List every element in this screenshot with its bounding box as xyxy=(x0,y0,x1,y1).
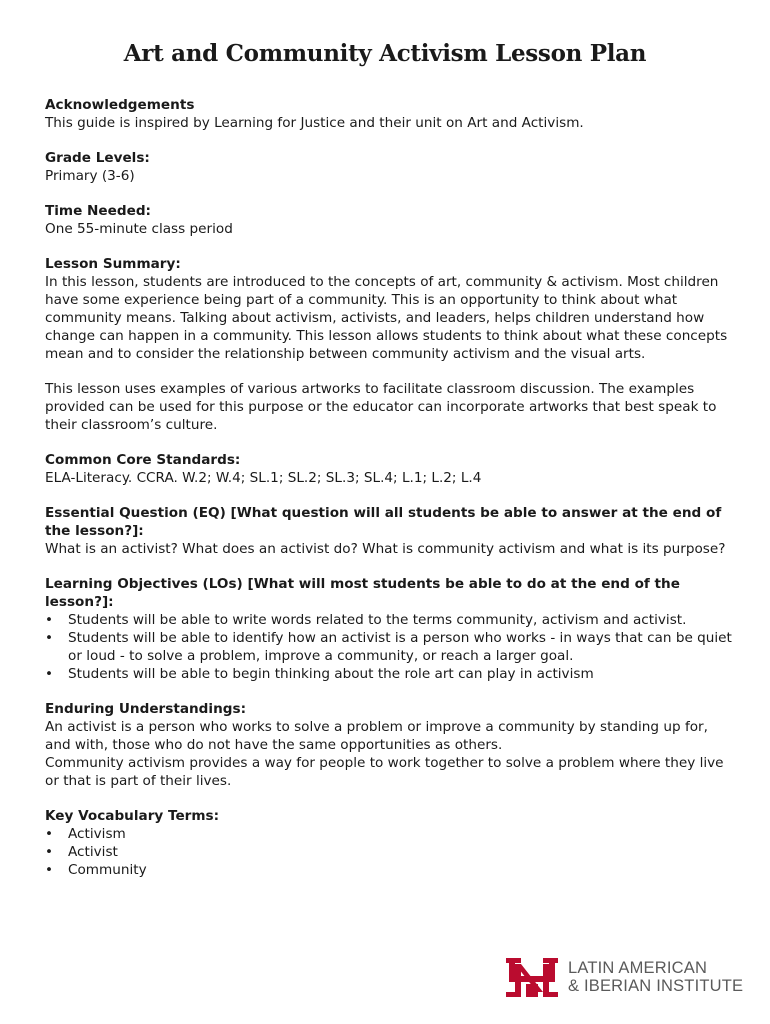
acknowledgements-section xyxy=(45,96,735,132)
document-title: Art and Community Activism Lesson Plan xyxy=(123,40,647,67)
standards-section xyxy=(45,451,735,487)
lesson-summary-heading: Lesson Summary: xyxy=(45,256,181,272)
acknowledgements-heading: Acknowledgements xyxy=(45,97,195,113)
logo-wordmark xyxy=(568,959,743,995)
grade-levels-text: Primary (3-6) xyxy=(45,168,135,184)
learning-objectives-list xyxy=(45,611,735,683)
unm-logo-icon xyxy=(504,956,560,1000)
essential-question-heading: Essential Question (EQ) [What question will all students be able to answer at the end of the lesson?]: xyxy=(45,505,722,539)
grade-levels-section xyxy=(45,149,735,185)
grade-levels-heading: Grade Levels: xyxy=(45,150,150,166)
lesson-summary-paragraph-2: This lesson uses examples of various artworks to facilitate classroom discussion. The examples provided can be used for this purpose or the educator can incorporate artworks that best speak to their classroom’s culture. xyxy=(45,381,717,433)
list-item: • Students will be able to begin thinking about the role art can play in activism xyxy=(45,665,735,683)
essential-question-section xyxy=(45,504,735,558)
standards-text: ELA-Literacy. CCRA. W.2; W.4; SL.1; SL.2; SL.3; SL.4; L.1; L.2; L.4 xyxy=(45,470,482,486)
logo-line-1: LATIN AMERICAN xyxy=(568,959,708,977)
time-needed-text: One 55-minute class period xyxy=(45,221,233,237)
time-needed-section xyxy=(45,202,735,238)
vocabulary-heading: Key Vocabulary Terms: xyxy=(45,808,220,824)
list-item: • Activist xyxy=(45,843,735,861)
enduring-understandings-paragraph-2: Community activism provides a way for people to work together to solve a problem where they live or that is part of their lives. xyxy=(45,755,724,789)
standards-heading: Common Core Standards: xyxy=(45,452,241,468)
list-item: • Students will be able to identify how an activist is a person who works - in ways that can be quiet or loud - to solve a problem, improve a community, or reach a larger goal. xyxy=(45,629,735,665)
enduring-understandings-heading: Enduring Understandings: xyxy=(45,701,247,717)
vocabulary-section xyxy=(45,807,735,879)
document-body xyxy=(45,96,735,896)
list-item: • Community xyxy=(45,861,735,879)
acknowledgements-text: This guide is inspired by Learning for Justice and their unit on Art and Activism. xyxy=(45,115,584,131)
enduring-understandings-paragraph-1: An activist is a person who works to solve a problem or improve a community by standing up for, and with, those who do not have the same opportunities as others. xyxy=(45,719,708,753)
lesson-summary-section xyxy=(45,255,735,434)
learning-objectives-heading: Learning Objectives (LOs) [What will most students be able to do at the end of the lesson?]: xyxy=(45,576,680,610)
logo-line-2: & IBERIAN INSTITUTE xyxy=(568,977,744,995)
list-item: • Students will be able to write words related to the terms community, activism and activist. xyxy=(45,611,735,629)
enduring-understandings-section xyxy=(45,700,735,790)
lesson-summary-paragraph-1: In this lesson, students are introduced to the concepts of art, community & activism. Most children have some experience being part of a community. This is an opportunity to think about what community means. Talking about activism, activists, and leaders, helps children understand how change can happen in a community. This lesson allows students to think about what these concepts mean and to consider the relationship between community activism and the visual arts. xyxy=(45,274,728,362)
list-item: • Activism xyxy=(45,825,735,843)
time-needed-heading: Time Needed: xyxy=(45,203,151,219)
vocabulary-list xyxy=(45,825,735,879)
learning-objectives-section xyxy=(45,575,735,683)
institute-logo xyxy=(504,956,754,1000)
essential-question-text: What is an activist? What does an activist do? What is community activism and what is its purpose? xyxy=(45,541,726,557)
